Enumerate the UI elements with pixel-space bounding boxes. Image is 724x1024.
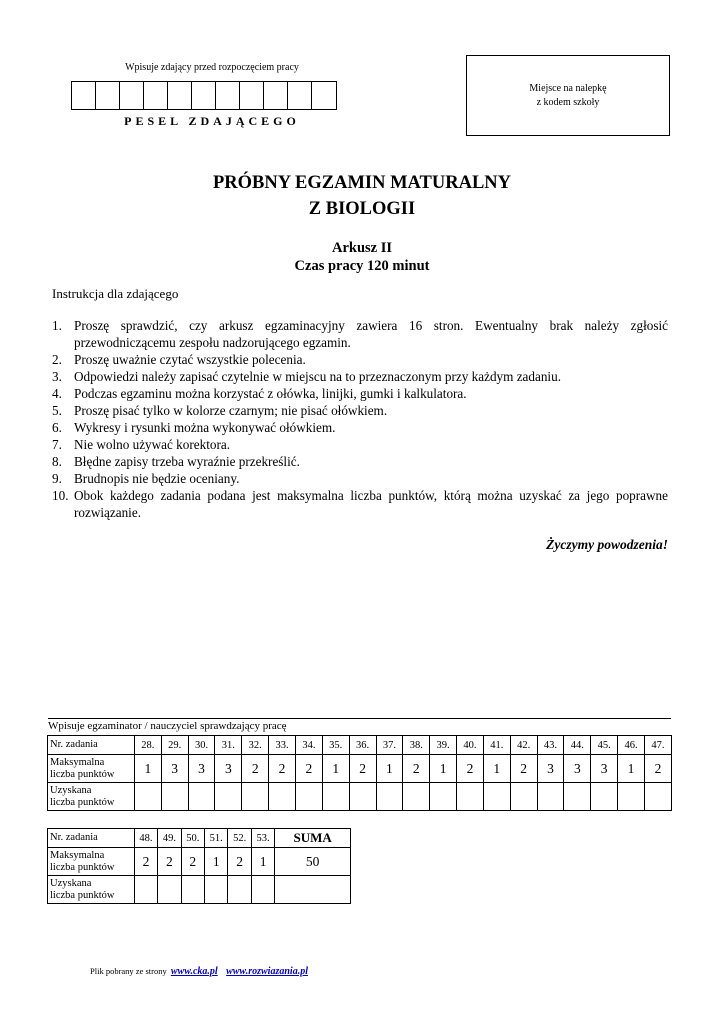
row-label-got: Uzyskana liczba punktów [48, 783, 135, 811]
score-entry-cell[interactable] [134, 783, 161, 811]
score-entry-cell[interactable] [591, 783, 618, 811]
score-entry-cell[interactable] [537, 783, 564, 811]
pesel-digit-box[interactable] [240, 82, 264, 109]
school-box-line1: Miejsce na nalepkę [529, 82, 607, 94]
score-entry-cell[interactable] [134, 876, 157, 904]
row-label-max: Maksymalna liczba punktów [48, 755, 135, 783]
score-entry-cell[interactable] [403, 783, 430, 811]
cka-link[interactable]: www.cka.pl [170, 966, 218, 977]
sum-entry-cell[interactable] [275, 876, 351, 904]
list-item: 5. Proszę pisać tylko w kolorze czarnym; nie pisać ołówkiem. [52, 403, 388, 418]
pesel-label: PESEL ZDAJĄCEGO [124, 114, 300, 128]
pesel-digit-box[interactable] [288, 82, 312, 109]
list-item: 10. Obok każdego zadania podana jest maksymalna liczba punktów, którą można uzyskać za jego poprawne rozwiązanie. [52, 488, 668, 520]
list-item: 8. Błędne zapisy trzeba wyraźnie przekreślić. [52, 454, 300, 469]
pesel-digit-box[interactable] [264, 82, 288, 109]
score-entry-cell[interactable] [215, 783, 242, 811]
score-entry-cell[interactable] [618, 783, 645, 811]
list-item: 2. Proszę uważnie czytać wszystkie polecenia. [52, 352, 306, 367]
sum-value: 50 [275, 848, 351, 876]
instructions-heading: Instrukcja dla zdającego [52, 286, 179, 301]
exam-title: PRÓBNY EGZAMIN MATURALNY [212, 173, 512, 193]
sheet-label: Arkusz II [331, 240, 393, 256]
table-row: Maksymalna liczba punktów 1 3 3 3 2 2 2 1 2 1 2 1 2 1 2 3 3 3 1 2 [48, 755, 672, 783]
sum-header: SUMA [275, 829, 351, 848]
score-entry-cell[interactable] [188, 783, 215, 811]
score-entry-cell[interactable] [295, 783, 322, 811]
score-table-1 [47, 735, 672, 811]
score-entry-cell[interactable] [158, 876, 181, 904]
footer-text: Plik pobrany ze strony [90, 966, 167, 976]
list-item: 7. Nie wolno używać korektora. [52, 437, 230, 452]
list-item: 4. Podczas egzaminu można korzystać z ołówka, linijki, gumki i kalkulatora. [52, 386, 467, 401]
list-item: 9. Brudnopis nie będzie oceniany. [52, 471, 240, 486]
footer [90, 966, 308, 977]
pesel-digit-box[interactable] [144, 82, 168, 109]
table-row [48, 783, 672, 811]
list-item: 1. Proszę sprawdzić, czy arkusz egzaminacyjny zawiera 16 stron. Ewentualny brak należy zgłosić przewodniczącemu zespołu nadzorującego egzamin. [52, 318, 668, 350]
school-box-line2: z kodem szkoły [536, 96, 600, 108]
pesel-digit-box[interactable] [120, 82, 144, 109]
score-table-2 [47, 828, 351, 904]
pesel-digit-box[interactable] [192, 82, 216, 109]
table-row: Nr. zadania 28. 29. 30. 31. 32. 33. 34. 35. 36. 37. 38. 39. 40. 41. 42. 43. 44. 45. 46. 47. [48, 736, 672, 755]
score-entry-cell[interactable] [564, 783, 591, 811]
rozwiazania-link[interactable]: www.rozwiazania.pl [226, 966, 308, 977]
score-entry-cell[interactable] [181, 876, 204, 904]
pesel-digit-box[interactable] [312, 82, 336, 109]
pesel-input-grid[interactable] [71, 81, 337, 110]
score-entry-cell[interactable] [269, 783, 296, 811]
pesel-digit-box[interactable] [216, 82, 240, 109]
table-row: Maksymalna liczba punktów 2 2 2 1 2 1 50 [48, 848, 351, 876]
score-entry-cell[interactable] [376, 783, 403, 811]
table-row: Uzyskana liczba punktów [48, 876, 351, 904]
time-label: Czas pracy 120 minut [294, 258, 430, 274]
pesel-digit-box[interactable] [96, 82, 120, 109]
score-entry-cell[interactable] [644, 783, 671, 811]
score-entry-cell[interactable] [483, 783, 510, 811]
pesel-note: Wpisuje zdający przed rozpoczęciem pracy [125, 62, 299, 73]
score-entry-cell[interactable] [510, 783, 537, 811]
good-luck-text: Życzymy powodzenia! [546, 537, 668, 552]
pesel-digit-box[interactable] [168, 82, 192, 109]
score-entry-cell[interactable] [457, 783, 484, 811]
score-entry-cell[interactable] [242, 783, 269, 811]
score-entry-cell[interactable] [205, 876, 228, 904]
score-entry-cell[interactable] [251, 876, 274, 904]
exam-subject: Z BIOLOGII [308, 199, 416, 219]
score-entry-cell[interactable] [228, 876, 251, 904]
row-label-task: Nr. zadania [48, 736, 135, 755]
list-item: 6. Wykresy i rysunki można wykonywać ołówkiem. [52, 420, 336, 435]
score-entry-cell[interactable] [349, 783, 376, 811]
instructions-list [52, 317, 668, 521]
school-code-sticker-box [466, 55, 670, 136]
list-item: 3. Odpowiedzi należy zapisać czytelnie w miejscu na to przeznaczonym przy każdym zadaniu. [52, 369, 561, 384]
examiner-caption: Wpisuje egzaminator / nauczyciel sprawdzający pracę [48, 718, 671, 732]
score-entry-cell[interactable] [322, 783, 349, 811]
pesel-digit-box[interactable] [72, 82, 96, 109]
table-row: Nr. zadania 48. 49. 50. 51. 52. 53. SUMA [48, 829, 351, 848]
score-entry-cell[interactable] [430, 783, 457, 811]
score-entry-cell[interactable] [161, 783, 188, 811]
